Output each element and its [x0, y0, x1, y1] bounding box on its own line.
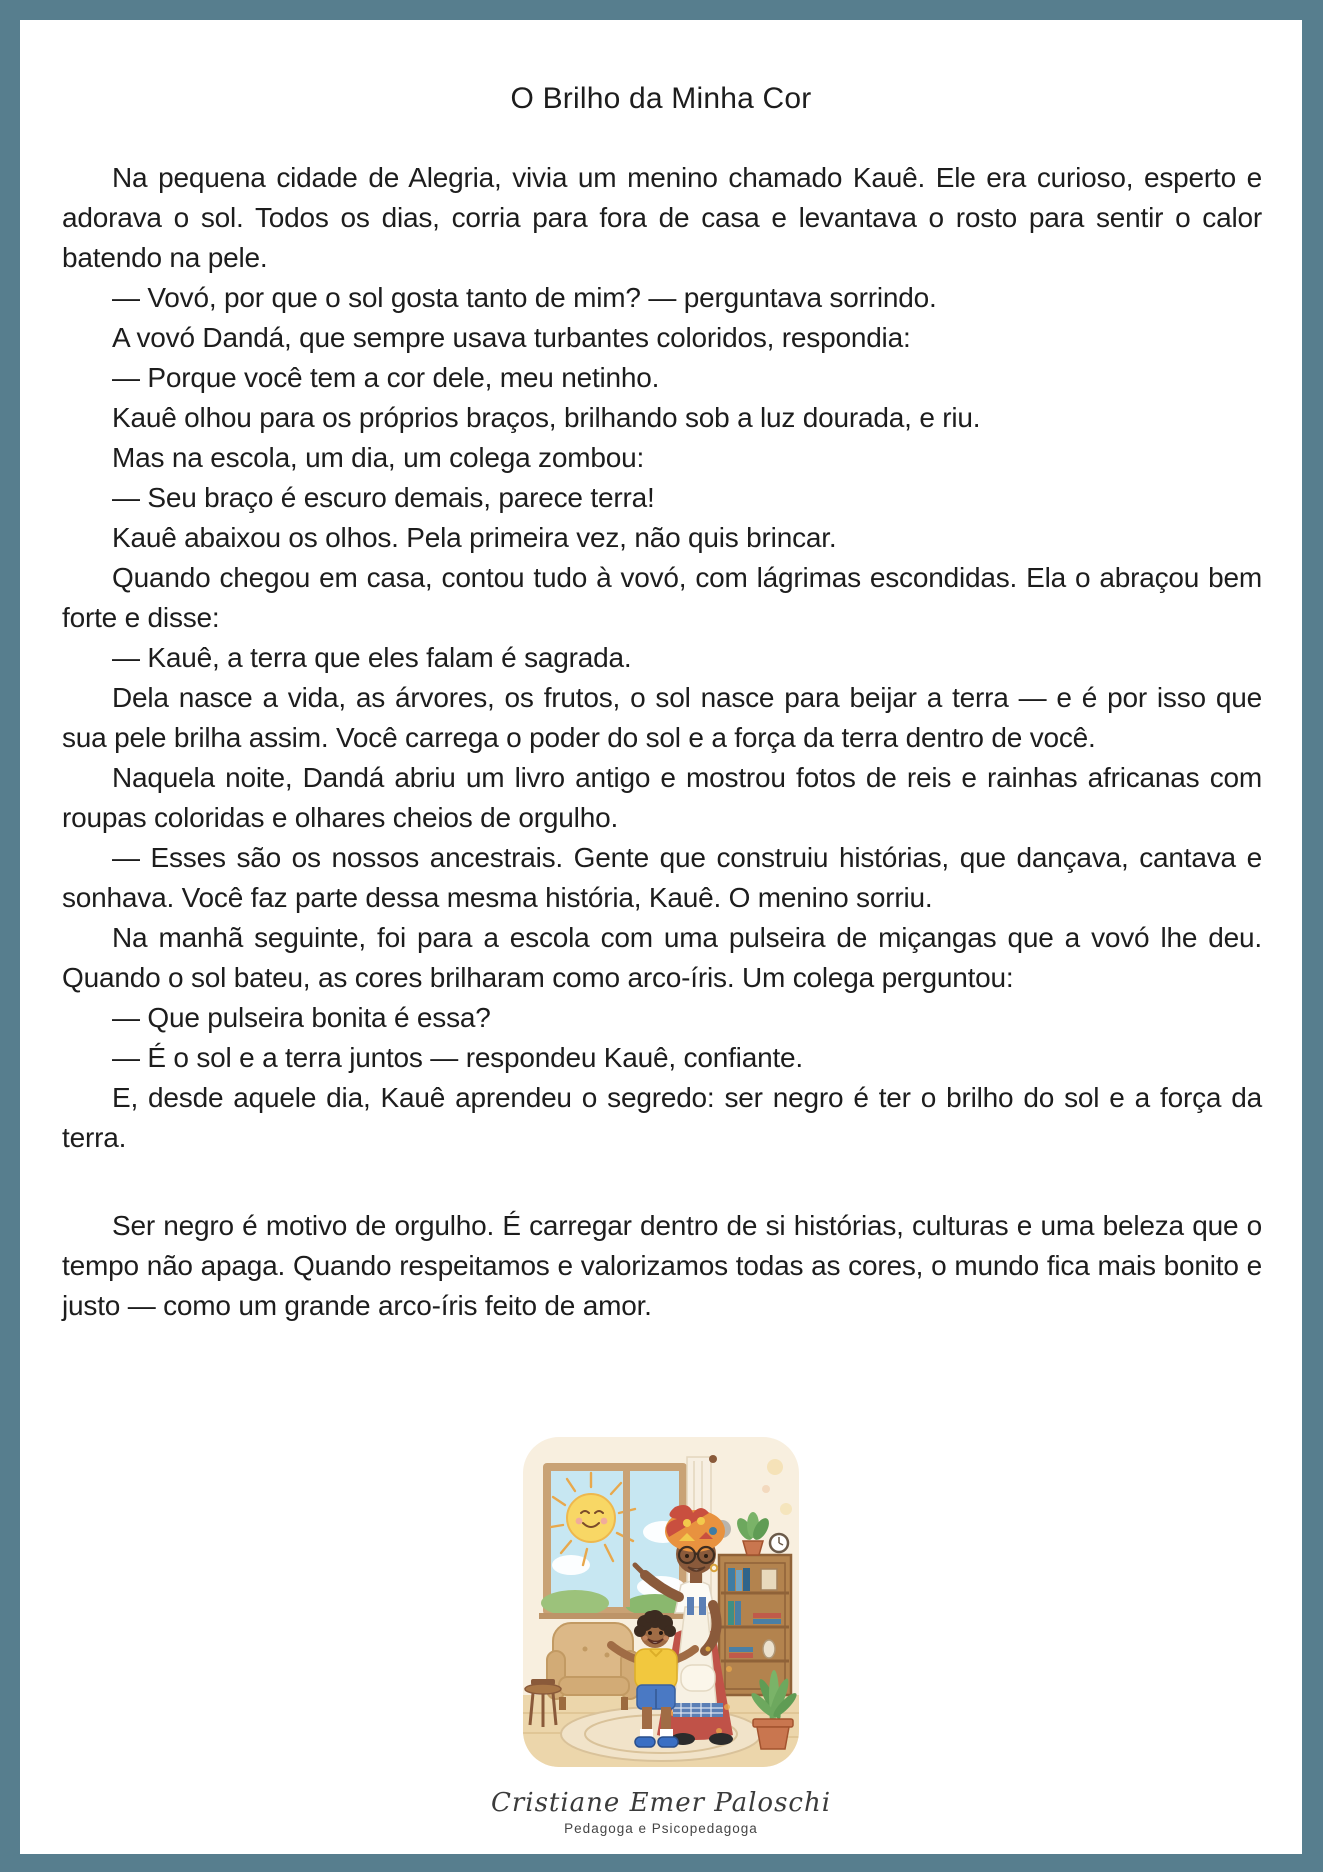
story-paragraph: E, desde aquele dia, Kauê aprendeu o segredo: ser negro é ter o brilho do sol e a força da terra.: [62, 1082, 1262, 1153]
story-paragraph: Kauê abaixou os olhos. Pela primeira vez, não quis brincar.: [112, 522, 837, 553]
story-paragraph: — Esses são os nossos ancestrais. Gente que construiu histórias, que dançava, cantava e sonhava. Você faz parte dessa mesma história, Kauê. O menino sorriu.: [62, 842, 1262, 913]
story-paragraph: Dela nasce a vida, as árvores, os frutos, o sol nasce para beijar a terra — e é por isso que sua pele brilha assim. Você carrega o poder do sol e a força da terra dentro de você.: [62, 682, 1262, 753]
story-paragraph: Kauê olhou para os próprios braços, brilhando sob a luz dourada, e riu.: [112, 402, 981, 433]
story-paragraph: Na pequena cidade de Alegria, vivia um menino chamado Kauê. Ele era curioso, esperto e adorava o sol. Todos os dias, corria para fora de casa e levantava o rosto para sentir o calor batendo na pele.: [62, 162, 1262, 273]
story-paragraph: — Seu braço é escuro demais, parece terra!: [112, 482, 655, 513]
story-paragraph: — Que pulseira bonita é essa?: [112, 1002, 491, 1033]
story-paragraph: — É o sol e a terra juntos — respondeu Kauê, confiante.: [112, 1042, 803, 1073]
story-illustration: [523, 1437, 799, 1767]
story-paragraph: A vovó Dandá, que sempre usava turbantes coloridos, respondia:: [112, 322, 911, 353]
author-signature: Cristiane Emer Paloschi: [490, 1788, 832, 1818]
story-paragraph: Na manhã seguinte, foi para a escola com uma pulseira de miçangas que a vovó lhe deu. Quando o sol bateu, as cores brilharam como arco-íris. Um colega perguntou:: [62, 922, 1262, 993]
story-paragraph: Ser negro é motivo de orgulho. É carregar dentro de si histórias, culturas e uma beleza que o tempo não apaga. Quando respeitamos e valorizamos todas as cores, o mundo fica mais bonito e justo — como um grande arco-íris feito de amor.: [62, 1210, 1262, 1321]
story-paragraph: Quando chegou em casa, contou tudo à vovó, com lágrimas escondidas. Ela o abraçou bem forte e disse:: [62, 562, 1262, 633]
story-paragraph: Mas na escola, um dia, um colega zombou:: [112, 442, 645, 473]
author-role: Pedagoga e Psicopedagoga: [564, 1821, 758, 1836]
page-title: O Brilho da Minha Cor: [510, 82, 812, 115]
clock-icon: [770, 1534, 788, 1552]
story-paragraph: — Porque você tem a cor dele, meu netinho.: [112, 362, 660, 393]
story-paragraph: — Kauê, a terra que eles falam é sagrada.: [112, 642, 632, 673]
story-paragraph: — Vovó, por que o sol gosta tanto de mim? — perguntava sorrindo.: [112, 282, 937, 313]
story-body: [62, 158, 1262, 1326]
story-paragraph: Naquela noite, Dandá abriu um livro antigo e mostrou fotos de reis e rainhas africanas com roupas coloridas e olhares cheios de orgulho.: [62, 762, 1262, 833]
document-page: [20, 20, 1302, 1854]
grandmother-and-boy-illustration: [523, 1437, 799, 1767]
